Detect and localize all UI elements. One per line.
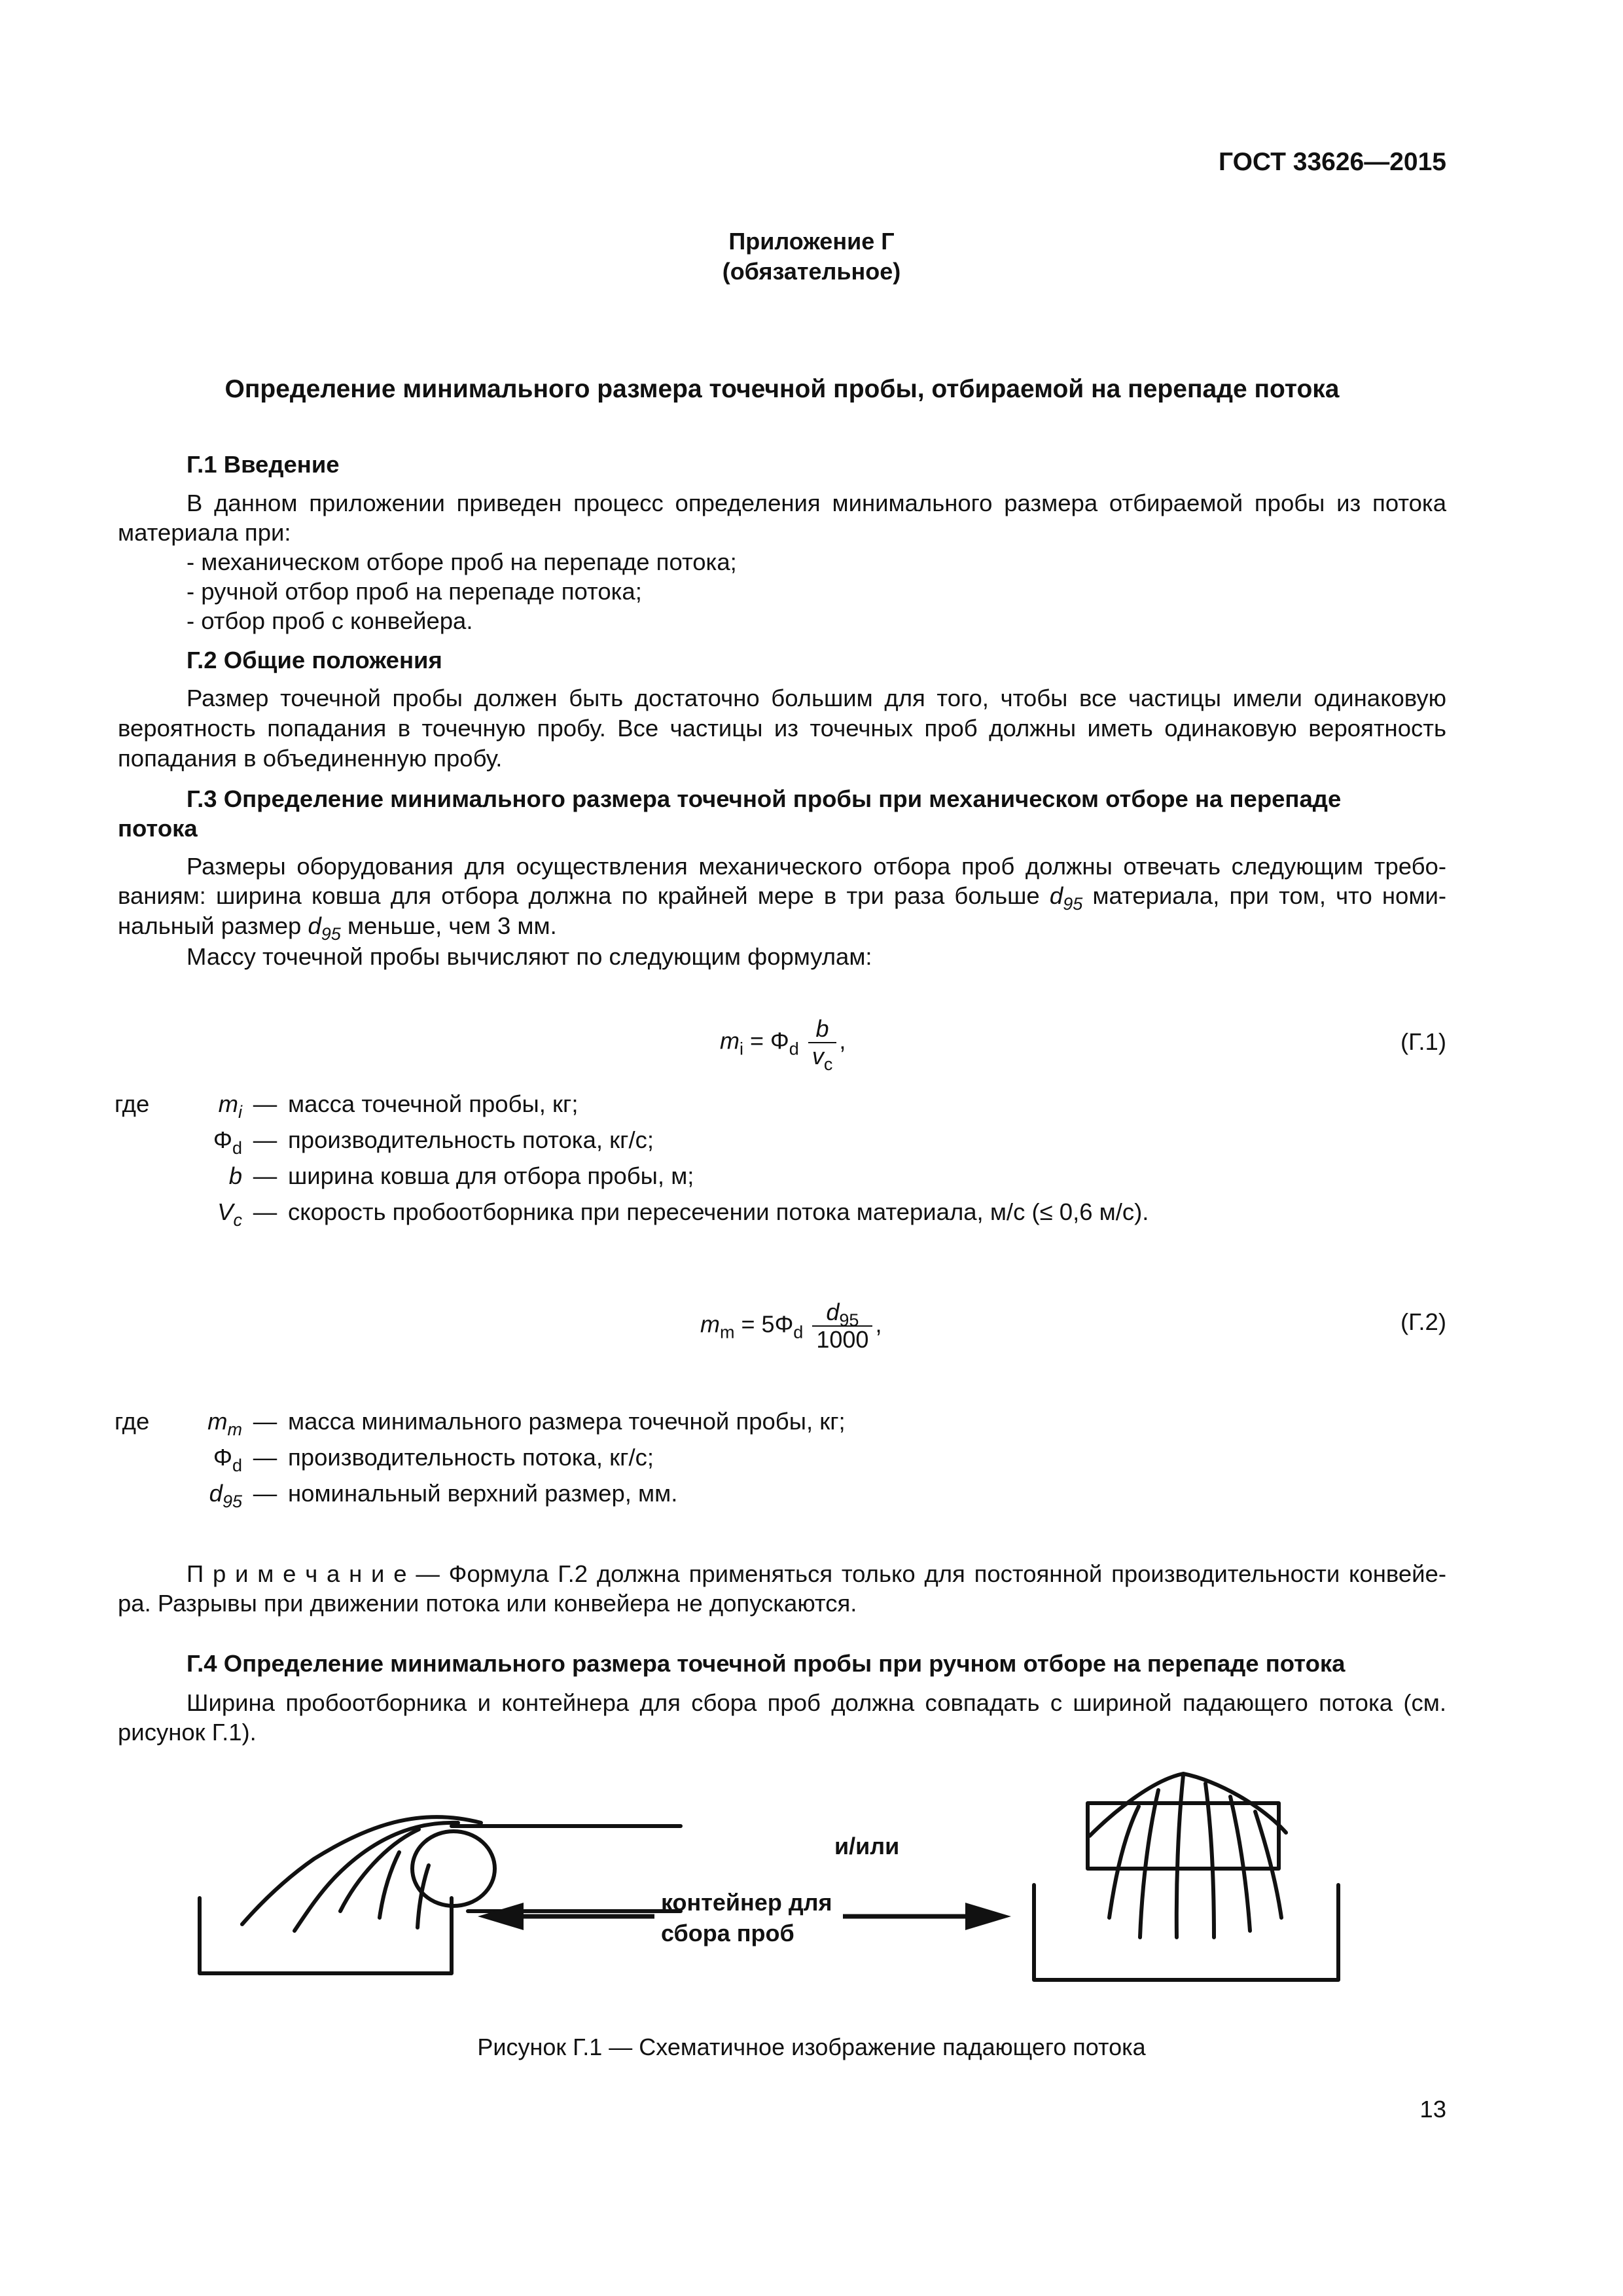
left-container: [200, 1898, 452, 1973]
g2-paragraph-line1: Размер точечной пробы должен быть достаточно большим для того, чтобы все частицы имели одинаковую: [187, 685, 1446, 711]
g1-list-item: - отбор проб с конвейера.: [187, 607, 473, 634]
where-label: где: [115, 1090, 150, 1117]
stream-curve: [1230, 1797, 1250, 1931]
formula-g1: $m_i = \Phi_d$ $\frac{b}{v_c}$ ,: [720, 1015, 846, 1074]
formula-g1-number: (Г.1): [1400, 1028, 1446, 1055]
stream-curve: [1205, 1784, 1214, 1937]
formula-g2-fraction: $\frac{d_{95}}{1000}$: [812, 1299, 872, 1353]
d95-symbol: $d_{95}$: [308, 912, 341, 944]
g1-list-item: - механическом отборе проб на перепаде потока;: [187, 548, 737, 575]
g3-text: меньше, чем 3 мм.: [347, 912, 557, 939]
d95-symbol: $d_{95}$: [1049, 882, 1083, 914]
stream-curve: [1177, 1775, 1183, 1937]
where2-row: $d_{95}$ — номинальный верхний размер, мм.: [209, 1480, 678, 1511]
g3-paragraph-2: Массу точечной пробы вычисляют по следующим формулам:: [187, 943, 872, 970]
g3-paragraph-line1: Размеры оборудования для осуществления механического отбора проб должны отвечать следующим требо-: [187, 853, 1446, 880]
g3-text: материала, при том, что номи-: [1092, 882, 1446, 909]
stream-curve: [380, 1852, 399, 1918]
right-container: [1034, 1885, 1338, 1980]
standard-number: ГОСТ 33626—2015: [1219, 148, 1446, 176]
g1-heading: Г.1 Введение: [187, 451, 340, 478]
where2-row: $m_m$ — масса минимального размера точечной пробы, кг;: [207, 1408, 846, 1439]
figure-container-label-line2: сбора проб: [661, 1920, 794, 1946]
g3-text: нальный размер: [118, 912, 302, 939]
left-arrow: [478, 1903, 654, 1930]
stream-curve: [294, 1823, 458, 1931]
g1-paragraph-line1: В данном приложении приведен процесс определения минимального размера отбираемой пробы из потока: [187, 490, 1446, 516]
stream-curve: [1140, 1790, 1158, 1937]
where1-row: $m_i$ — масса точечной пробы, кг;: [218, 1090, 579, 1122]
where2-row: $\Phi_d$ — производительность потока, кг/с;: [213, 1444, 654, 1475]
formula-g1-fraction: $\frac{b}{v_c}$: [808, 1016, 837, 1069]
g3-heading-line1: Г.3 Определение минимального размера точечной пробы при механическом отборе на перепаде: [187, 785, 1342, 812]
where1-row: b — ширина ковша для отбора пробы, м;: [228, 1162, 694, 1189]
appendix-title: Приложение Г: [728, 228, 895, 255]
g1-list-item: - ручной отбор проб на перепаде потока;: [187, 578, 642, 605]
formula-g2: $m_m = 5\Phi_d$ $\frac{d_{95}}{1000}$ ,: [700, 1299, 882, 1353]
stream-curve: [1109, 1806, 1139, 1918]
figure-andor-label: и/или: [834, 1833, 900, 1859]
page-number: 13: [1419, 2096, 1446, 2123]
g4-paragraph-line1: Ширина пробоотборника и контейнера для сбора проб должна совпадать с шириной падающего потока (см.: [187, 1689, 1446, 1716]
g3-heading-line2: потока: [118, 815, 198, 842]
conveyor-drum: [412, 1831, 495, 1906]
figure-container-label-line1: контейнер для: [661, 1889, 832, 1916]
figure-caption: Рисунок Г.1 — Схематичное изображение падающего потока: [477, 2034, 1146, 2060]
right-arrow: [843, 1903, 1011, 1930]
where-label: где: [115, 1408, 150, 1435]
appendix-status: (обязательное): [722, 258, 901, 285]
note-text: — Формула Г.2 должна применяться только для постоянной производительности конвейе-: [416, 1560, 1446, 1587]
main-title: Определение минимального размера точечной пробы, отбираемой на перепаде потока: [224, 375, 1340, 403]
where1-row: $\Phi_d$ — производительность потока, кг/с;: [213, 1126, 654, 1158]
g4-paragraph-line2: рисунок Г.1).: [118, 1719, 257, 1746]
formula-g2-number: (Г.2): [1400, 1308, 1446, 1335]
g2-heading: Г.2 Общие положения: [187, 647, 442, 673]
where1-row: $V_c$ — скорость пробоотборника при пересечении потока материала, м/с (≤ 0,6 м/с).: [217, 1198, 1149, 1230]
g2-paragraph-line3: попадания в объединенную пробу.: [118, 745, 503, 772]
g2-paragraph-line2: вероятность попадания в точечную пробу. Все частицы из точечных проб должны иметь одинаковую вероятность: [118, 715, 1446, 742]
g3-text: ваниям: ширина ковша для отбора должна по крайней мере в три раза больше: [118, 882, 1040, 909]
note-line2: ра. Разрывы при движении потока или конвейера не допускаются.: [118, 1590, 857, 1617]
g1-paragraph-line2: материала при:: [118, 519, 291, 546]
note-label: П р и м е ч а н и е: [187, 1560, 407, 1587]
g4-heading: Г.4 Определение минимального размера точечной пробы при ручном отборе на перепаде потока: [187, 1650, 1346, 1677]
